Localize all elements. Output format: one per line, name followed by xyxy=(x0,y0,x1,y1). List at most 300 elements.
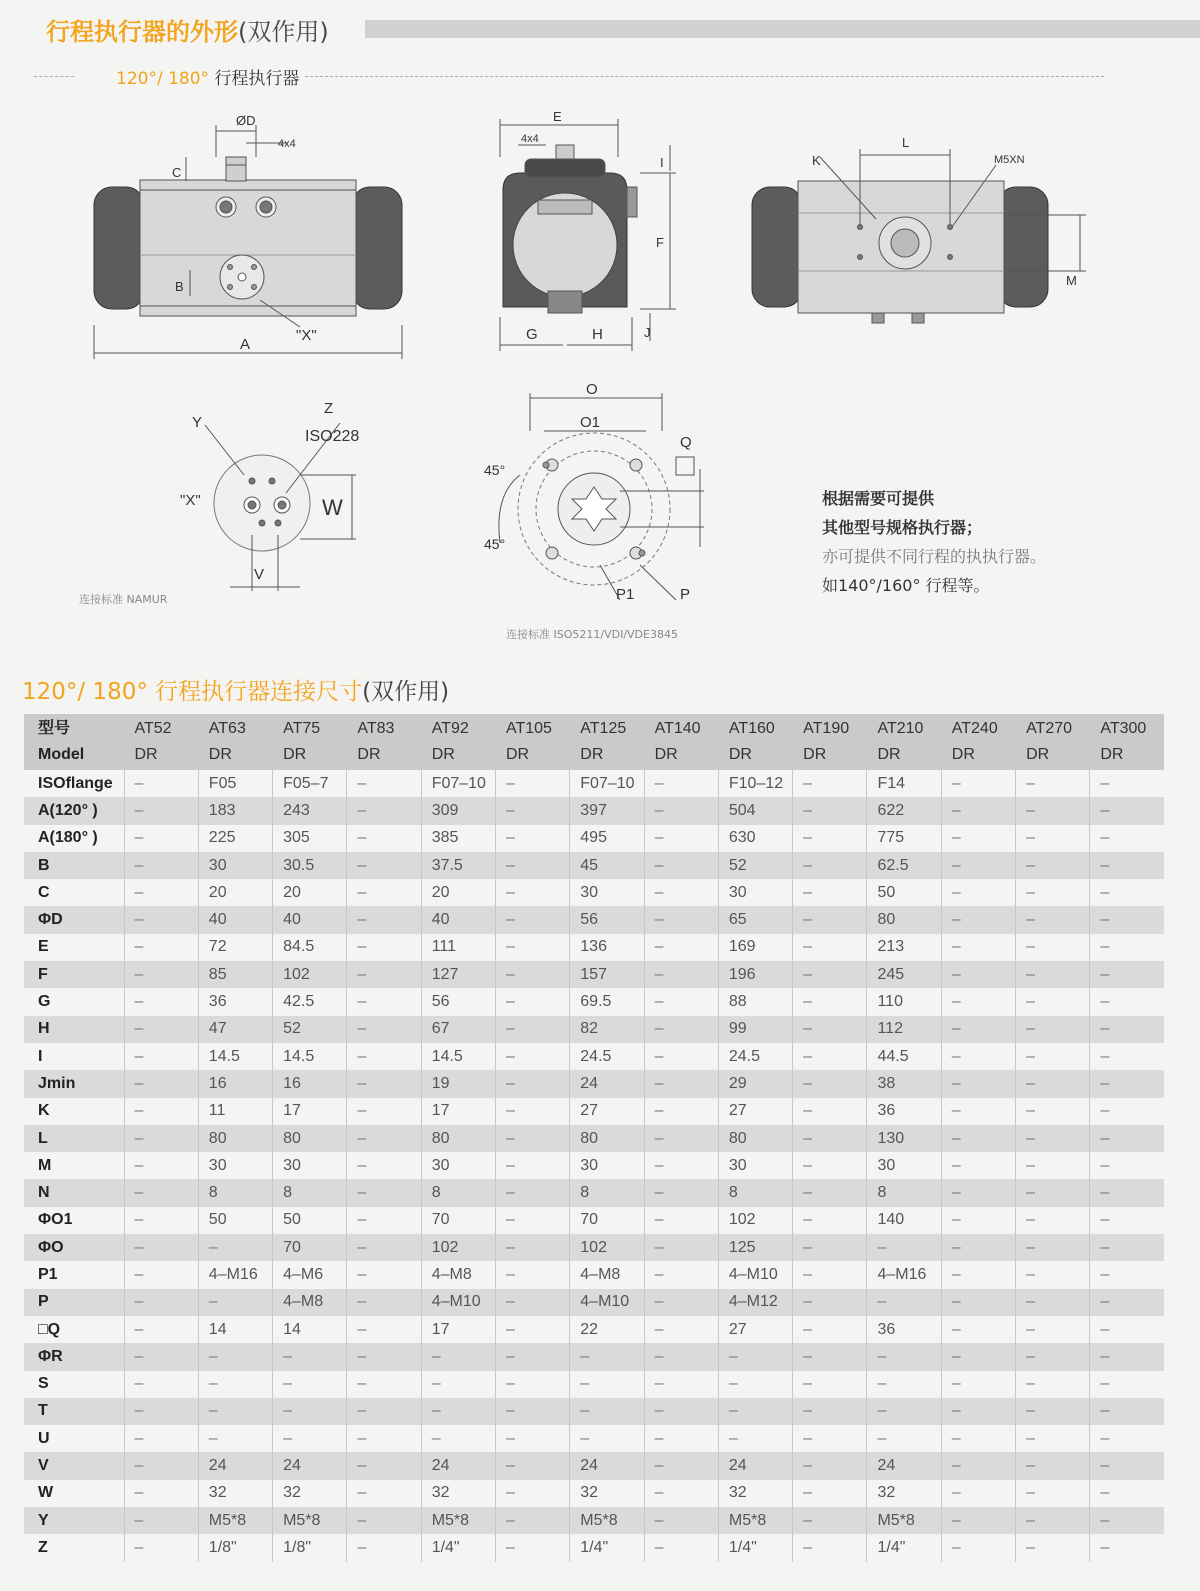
table-cell: – xyxy=(198,1425,272,1452)
table-cell: 309 xyxy=(421,797,495,824)
table-cell: 397 xyxy=(570,797,644,824)
table-cell: 4–M10 xyxy=(570,1289,644,1316)
table-cell: – xyxy=(941,797,1015,824)
table-cell: – xyxy=(718,1343,792,1370)
label-o1: O1 xyxy=(580,414,601,431)
table-cell: – xyxy=(1016,1398,1090,1425)
table-cell: – xyxy=(941,988,1015,1015)
table-cell: – xyxy=(941,1507,1015,1534)
table-cell: – xyxy=(124,1480,198,1507)
table-cell: 19 xyxy=(421,1070,495,1097)
row-label: Y xyxy=(24,1507,124,1534)
table-cell: – xyxy=(124,1098,198,1125)
table-cell: 30 xyxy=(867,1152,941,1179)
table-cell: – xyxy=(941,1070,1015,1097)
table-cell: – xyxy=(495,1179,569,1206)
row-label: A(120° ) xyxy=(24,797,124,824)
header-model-at105 xyxy=(495,714,569,770)
header-model-at160 xyxy=(718,714,792,770)
page-title-bar xyxy=(0,12,1200,46)
table-cell: – xyxy=(644,852,718,879)
table-cell: – xyxy=(644,797,718,824)
table-cell: 80 xyxy=(198,1125,272,1152)
table-cell: – xyxy=(347,988,421,1015)
table-cell: – xyxy=(495,1534,569,1561)
row-label: G xyxy=(24,988,124,1015)
table-row xyxy=(24,852,1164,879)
table-cell: 102 xyxy=(273,961,347,988)
table-cell: 14 xyxy=(198,1316,272,1343)
table-row xyxy=(24,1343,1164,1370)
table-cell: 80 xyxy=(867,906,941,933)
table-cell: – xyxy=(1090,1016,1164,1043)
table-cell: 775 xyxy=(867,825,941,852)
table-cell: – xyxy=(1090,1125,1164,1152)
table-cell: 56 xyxy=(421,988,495,1015)
table-cell: – xyxy=(644,770,718,797)
table-cell: – xyxy=(347,1070,421,1097)
table-cell: – xyxy=(124,1371,198,1398)
table-row xyxy=(24,1371,1164,1398)
table-cell: – xyxy=(1090,1371,1164,1398)
table-cell: 14 xyxy=(273,1316,347,1343)
table-cell: – xyxy=(570,1425,644,1452)
row-label: ΦR xyxy=(24,1343,124,1370)
table-cell: 44.5 xyxy=(867,1043,941,1070)
table-cell: – xyxy=(644,1070,718,1097)
table-cell: – xyxy=(1090,1343,1164,1370)
table-cell: – xyxy=(644,825,718,852)
model-name: AT240 xyxy=(951,720,998,737)
table-cell: – xyxy=(495,961,569,988)
table-cell: – xyxy=(644,1343,718,1370)
table-cell: 4–M8 xyxy=(570,1261,644,1288)
table-cell: 80 xyxy=(570,1125,644,1152)
label-p1: P1 xyxy=(616,586,635,603)
table-cell: 32 xyxy=(198,1480,272,1507)
table-cell: – xyxy=(1016,1371,1090,1398)
table-cell: 24.5 xyxy=(570,1043,644,1070)
table-cell: – xyxy=(867,1371,941,1398)
iso5211-flange-drawing xyxy=(484,381,704,603)
table-cell: 37.5 xyxy=(421,852,495,879)
table-cell: 127 xyxy=(421,961,495,988)
table-cell: – xyxy=(495,1070,569,1097)
table-cell: – xyxy=(347,879,421,906)
table-cell: 14.5 xyxy=(421,1043,495,1070)
table-cell: – xyxy=(421,1425,495,1452)
row-label: Z xyxy=(24,1534,124,1561)
table-cell: – xyxy=(124,1452,198,1479)
model-sub: DR xyxy=(877,746,901,763)
table-row xyxy=(24,1125,1164,1152)
row-label: □Q xyxy=(24,1316,124,1343)
table-cell: – xyxy=(495,1507,569,1534)
table-cell: – xyxy=(1016,852,1090,879)
table-cell: – xyxy=(495,934,569,961)
table-header xyxy=(24,714,1164,770)
table-cell: 136 xyxy=(570,934,644,961)
table-cell: 88 xyxy=(718,988,792,1015)
row-label: E xyxy=(24,934,124,961)
table-cell: – xyxy=(793,988,867,1015)
table-cell: – xyxy=(198,1371,272,1398)
model-name: AT92 xyxy=(431,720,469,737)
table-row xyxy=(24,770,1164,797)
table-cell: – xyxy=(1016,1261,1090,1288)
table-cell: – xyxy=(124,988,198,1015)
table-cell: 36 xyxy=(867,1316,941,1343)
table-cell: – xyxy=(1016,1043,1090,1070)
table-cell: – xyxy=(644,1152,718,1179)
table-cell: – xyxy=(124,961,198,988)
side-view-drawing xyxy=(500,109,676,351)
table-cell: – xyxy=(793,1234,867,1261)
table-cell: M5*8 xyxy=(570,1507,644,1534)
table-cell: – xyxy=(1090,825,1164,852)
table-cell: – xyxy=(793,1507,867,1534)
table-cell: M5*8 xyxy=(421,1507,495,1534)
label-w: W xyxy=(322,495,343,520)
table-cell: – xyxy=(1016,1070,1090,1097)
table-row xyxy=(24,1016,1164,1043)
table-cell: – xyxy=(644,1043,718,1070)
iso5211-standard-label: 连接标准 ISO5211/VDI/VDE3845 xyxy=(506,628,678,641)
model-sub: DR xyxy=(357,746,381,763)
table-cell: – xyxy=(644,1534,718,1561)
table-cell: – xyxy=(421,1398,495,1425)
table-cell: – xyxy=(793,1289,867,1316)
table-cell: 20 xyxy=(198,879,272,906)
table-cell: – xyxy=(644,1289,718,1316)
table-cell: – xyxy=(941,906,1015,933)
label-x-namur: "X" xyxy=(180,492,201,509)
table-cell: – xyxy=(1090,1234,1164,1261)
row-label: I xyxy=(24,1043,124,1070)
table-cell: – xyxy=(495,852,569,879)
table-cell: 17 xyxy=(421,1316,495,1343)
table-cell: 11 xyxy=(198,1098,272,1125)
model-sub: DR xyxy=(505,746,530,763)
table-cell: 32 xyxy=(718,1480,792,1507)
table-cell: – xyxy=(1016,1534,1090,1561)
header-row xyxy=(24,714,1164,770)
header-model-at63 xyxy=(198,714,272,770)
label-v: V xyxy=(254,566,265,583)
table-cell: – xyxy=(793,1480,867,1507)
table-cell: 30 xyxy=(570,1152,644,1179)
label-45-upper: 45° xyxy=(484,462,506,478)
table-row xyxy=(24,1043,1164,1070)
table-cell: – xyxy=(644,1207,718,1234)
model-name: AT160 xyxy=(728,720,775,737)
table-cell: – xyxy=(793,852,867,879)
table-cell: – xyxy=(1016,1152,1090,1179)
table-cell: – xyxy=(495,770,569,797)
table-cell: – xyxy=(644,1016,718,1043)
table-row xyxy=(24,961,1164,988)
header-model-at210 xyxy=(867,714,941,770)
table-cell: – xyxy=(941,1207,1015,1234)
table-cell: 1/4" xyxy=(718,1534,792,1561)
table-cell: – xyxy=(347,1371,421,1398)
table-cell: – xyxy=(570,1398,644,1425)
page-title-main: 行程执行器的外形 xyxy=(46,18,238,46)
table-cell: – xyxy=(941,825,1015,852)
table-cell: – xyxy=(1016,1316,1090,1343)
model-name: AT75 xyxy=(283,720,321,737)
table-cell: – xyxy=(124,934,198,961)
table-cell: 30 xyxy=(198,852,272,879)
table-cell: 385 xyxy=(421,825,495,852)
table-cell: – xyxy=(495,1425,569,1452)
table-cell: – xyxy=(867,1398,941,1425)
header-model-cn: 型号 xyxy=(38,720,71,737)
table-cell: 4–M10 xyxy=(718,1261,792,1288)
table-cell: – xyxy=(1090,1480,1164,1507)
table-cell: – xyxy=(124,770,198,797)
table-cell: – xyxy=(941,1043,1015,1070)
note-line-3: 亦可提供不同行程的执执行器。 xyxy=(822,547,1047,566)
table-cell: – xyxy=(644,906,718,933)
table-cell: – xyxy=(1016,906,1090,933)
label-g: G xyxy=(526,326,538,343)
table-cell: 8 xyxy=(867,1179,941,1206)
table-row xyxy=(24,1398,1164,1425)
table-cell: 22 xyxy=(570,1316,644,1343)
table-cell: – xyxy=(1016,1207,1090,1234)
table-cell: – xyxy=(124,1343,198,1370)
page-title xyxy=(46,12,329,47)
table-cell: – xyxy=(644,1125,718,1152)
table-cell: – xyxy=(941,1425,1015,1452)
table-cell: – xyxy=(941,1452,1015,1479)
section-subtitle xyxy=(34,64,1104,88)
table-cell: – xyxy=(1090,1425,1164,1452)
table-cell: – xyxy=(495,1316,569,1343)
table-row xyxy=(24,1070,1164,1097)
table-cell: 24 xyxy=(198,1452,272,1479)
table-cell: – xyxy=(718,1398,792,1425)
table-cell: – xyxy=(793,770,867,797)
table-title xyxy=(22,673,449,706)
table-cell: 24 xyxy=(570,1452,644,1479)
label-h: H xyxy=(592,326,603,343)
table-cell: – xyxy=(1090,1534,1164,1561)
table-cell: – xyxy=(495,1398,569,1425)
table-cell: 36 xyxy=(867,1098,941,1125)
model-name: AT300 xyxy=(1100,720,1147,737)
table-cell: 4–M16 xyxy=(867,1261,941,1288)
table-cell: – xyxy=(347,1098,421,1125)
label-j: J xyxy=(644,325,651,340)
table-cell: – xyxy=(347,1343,421,1370)
row-label: P1 xyxy=(24,1261,124,1288)
model-sub: DR xyxy=(654,746,678,763)
table-cell: 183 xyxy=(198,797,272,824)
table-cell: – xyxy=(124,1016,198,1043)
table-cell: – xyxy=(793,906,867,933)
table-cell: – xyxy=(495,825,569,852)
header-model-at92 xyxy=(421,714,495,770)
table-cell: – xyxy=(1016,770,1090,797)
table-cell: F14 xyxy=(867,770,941,797)
table-cell: – xyxy=(644,1452,718,1479)
table-cell: – xyxy=(1016,879,1090,906)
table-cell: – xyxy=(644,1098,718,1125)
table-cell: – xyxy=(793,961,867,988)
table-row xyxy=(24,1207,1164,1234)
table-cell: M5*8 xyxy=(198,1507,272,1534)
subtitle-dash-right xyxy=(270,76,1104,77)
table-cell: – xyxy=(793,1152,867,1179)
table-cell: – xyxy=(867,1234,941,1261)
table-cell: 8 xyxy=(718,1179,792,1206)
table-row xyxy=(24,906,1164,933)
table-cell: – xyxy=(124,1043,198,1070)
table-cell: 102 xyxy=(718,1207,792,1234)
table-cell: 65 xyxy=(718,906,792,933)
table-cell: – xyxy=(793,1398,867,1425)
table-cell: – xyxy=(941,1480,1015,1507)
table-row xyxy=(24,934,1164,961)
table-cell: – xyxy=(495,1452,569,1479)
table-cell: – xyxy=(347,1425,421,1452)
table-cell: 69.5 xyxy=(570,988,644,1015)
namur-standard-label: 连接标准 NAMUR xyxy=(79,593,168,606)
table-cell: F10–12 xyxy=(718,770,792,797)
row-label: ISOflange xyxy=(24,770,124,797)
label-45-lower: 45° xyxy=(484,536,506,552)
table-cell: – xyxy=(941,1371,1015,1398)
table-cell: 99 xyxy=(718,1016,792,1043)
table-cell: – xyxy=(793,1098,867,1125)
page-title-suffix: (双作用) xyxy=(238,18,329,46)
table-cell: – xyxy=(793,1534,867,1561)
dimension-table xyxy=(24,714,1164,1562)
table-cell: 56 xyxy=(570,906,644,933)
table-cell: – xyxy=(793,1371,867,1398)
header-model-at240 xyxy=(941,714,1015,770)
table-cell: – xyxy=(867,1289,941,1316)
table-cell: 24.5 xyxy=(718,1043,792,1070)
table-cell: 52 xyxy=(273,1016,347,1043)
table-cell: – xyxy=(1016,1507,1090,1534)
note-line-1: 根据需要可提供 xyxy=(822,489,935,508)
table-cell: – xyxy=(495,1480,569,1507)
header-model-at300 xyxy=(1090,714,1164,770)
table-cell: – xyxy=(495,1343,569,1370)
subtitle-text xyxy=(112,64,303,89)
table-cell: 32 xyxy=(421,1480,495,1507)
table-cell: 622 xyxy=(867,797,941,824)
table-cell: – xyxy=(198,1234,272,1261)
table-cell: – xyxy=(793,879,867,906)
table-cell: – xyxy=(495,797,569,824)
label-l: L xyxy=(902,135,910,150)
row-label: S xyxy=(24,1371,124,1398)
table-cell: – xyxy=(941,1125,1015,1152)
table-cell: 24 xyxy=(718,1452,792,1479)
table-cell: – xyxy=(867,1425,941,1452)
table-cell: – xyxy=(644,988,718,1015)
model-name: AT210 xyxy=(877,720,924,737)
model-name: AT190 xyxy=(803,720,850,737)
table-cell: – xyxy=(793,1179,867,1206)
row-label: C xyxy=(24,879,124,906)
table-cell: – xyxy=(1090,1507,1164,1534)
label-f: F xyxy=(656,235,664,250)
table-cell: 30 xyxy=(718,879,792,906)
table-cell: – xyxy=(495,1261,569,1288)
subtitle-dash-left xyxy=(34,76,74,77)
table-cell: – xyxy=(1016,1016,1090,1043)
table-cell: – xyxy=(347,852,421,879)
table-cell: 1/8" xyxy=(273,1534,347,1561)
model-sub: DR xyxy=(1100,746,1124,763)
table-cell: 80 xyxy=(421,1125,495,1152)
table-cell: – xyxy=(941,1234,1015,1261)
table-cell: 111 xyxy=(421,934,495,961)
table-cell: 70 xyxy=(570,1207,644,1234)
table-cell: 38 xyxy=(867,1070,941,1097)
table-cell: 504 xyxy=(718,797,792,824)
table-cell: – xyxy=(941,1152,1015,1179)
table-cell: – xyxy=(644,1261,718,1288)
table-cell: 125 xyxy=(718,1234,792,1261)
table-cell: – xyxy=(124,1179,198,1206)
table-cell: 47 xyxy=(198,1016,272,1043)
row-label: W xyxy=(24,1480,124,1507)
table-cell: 16 xyxy=(198,1070,272,1097)
table-cell: – xyxy=(124,879,198,906)
table-cell: 82 xyxy=(570,1016,644,1043)
table-cell: – xyxy=(941,1016,1015,1043)
table-cell: 20 xyxy=(273,879,347,906)
table-cell: 70 xyxy=(421,1207,495,1234)
table-cell: 157 xyxy=(570,961,644,988)
table-cell: – xyxy=(347,1480,421,1507)
note-line-4: 如140°/160° 行程等。 xyxy=(822,576,990,595)
table-cell: 4–M12 xyxy=(718,1289,792,1316)
table-cell: – xyxy=(1090,1452,1164,1479)
table-cell: 27 xyxy=(570,1098,644,1125)
model-name: AT52 xyxy=(134,720,172,737)
table-cell: – xyxy=(421,1343,495,1370)
table-cell: – xyxy=(1016,825,1090,852)
table-title-main: 120°/ 180° 行程执行器连接尺寸 xyxy=(22,679,363,705)
table-cell: – xyxy=(644,961,718,988)
table-row xyxy=(24,1179,1164,1206)
table-cell: – xyxy=(793,1070,867,1097)
table-cell: – xyxy=(644,1425,718,1452)
model-name: AT270 xyxy=(1026,720,1073,737)
model-sub: DR xyxy=(134,746,158,763)
table-cell: F07–10 xyxy=(570,770,644,797)
table-cell: – xyxy=(1016,1480,1090,1507)
model-sub: DR xyxy=(803,746,827,763)
model-sub: DR xyxy=(728,746,752,763)
table-cell: 40 xyxy=(273,906,347,933)
table-cell: – xyxy=(793,1125,867,1152)
table-cell: F05–7 xyxy=(273,770,347,797)
table-cell: – xyxy=(495,1125,569,1152)
table-cell: – xyxy=(644,1398,718,1425)
model-sub: DR xyxy=(951,746,975,763)
table-cell: – xyxy=(347,1152,421,1179)
table-cell: – xyxy=(941,1261,1015,1288)
table-cell: – xyxy=(570,1371,644,1398)
